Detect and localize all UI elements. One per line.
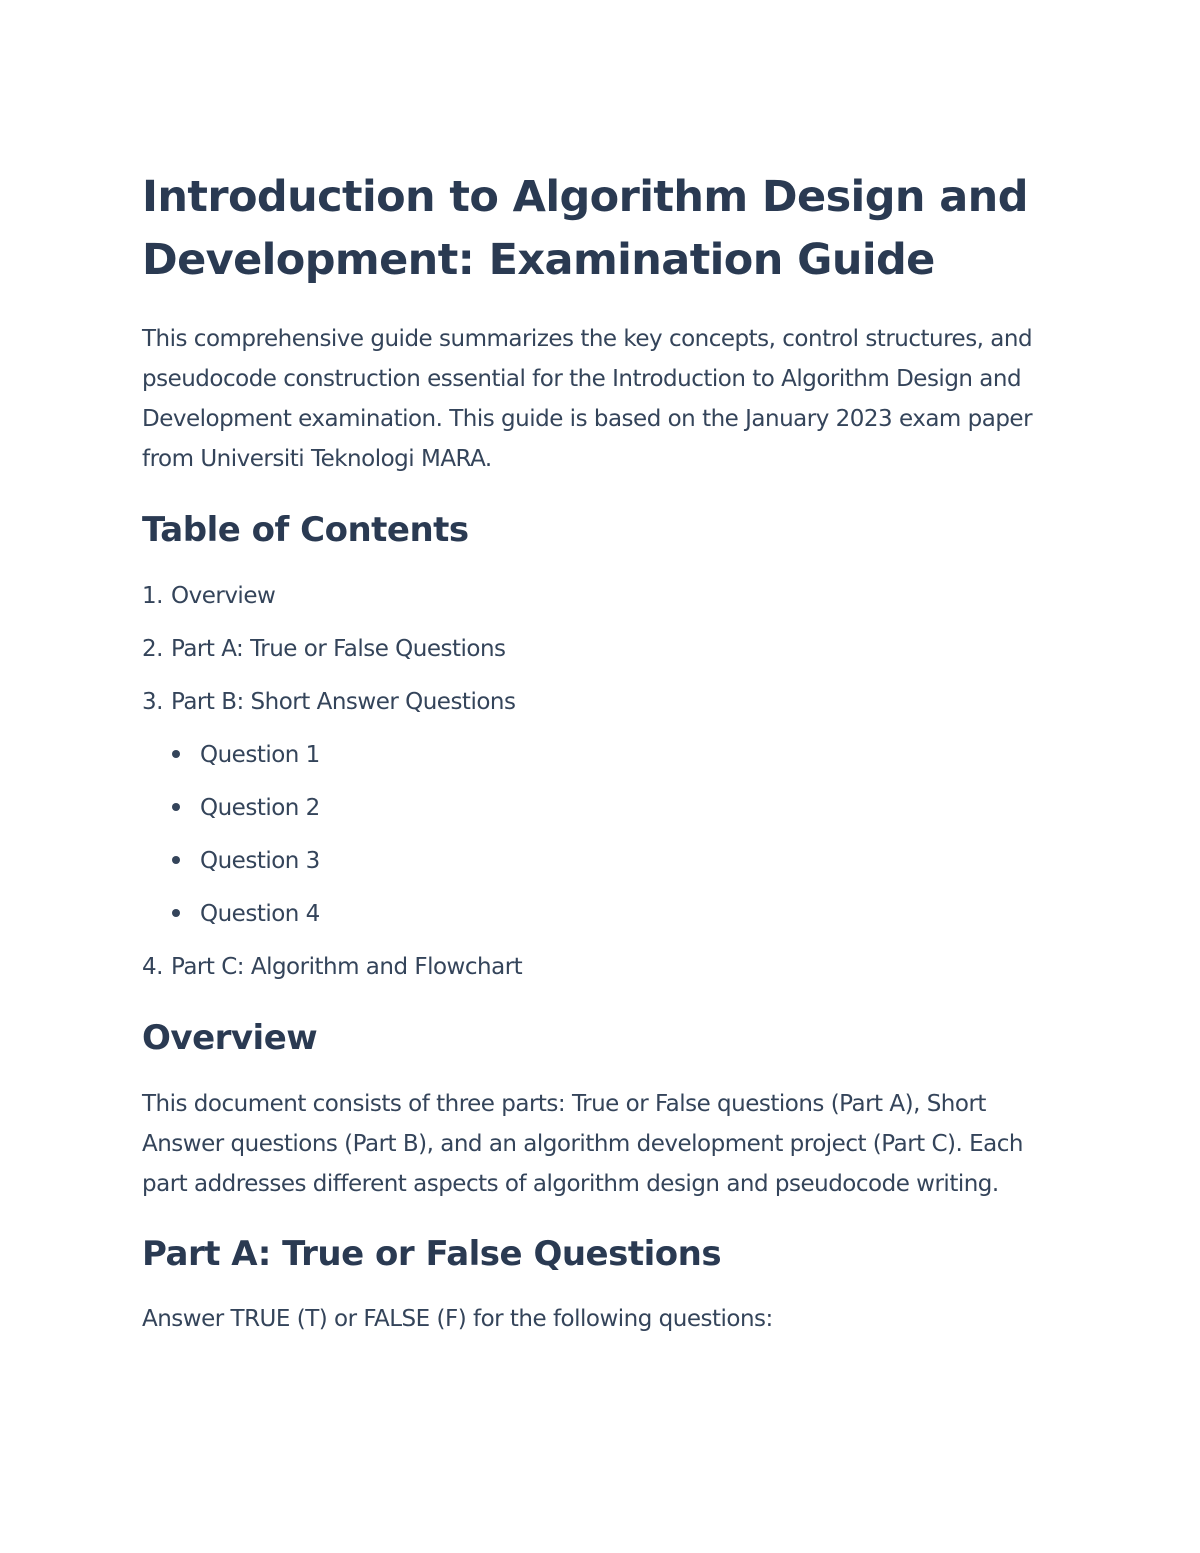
toc-item-label: Part B: Short Answer Questions [171, 689, 516, 715]
toc-subitem-label: Question 1 [200, 742, 320, 768]
toc-item-number: 1. [142, 583, 163, 609]
toc-item-label: Part C: Algorithm and Flowchart [171, 954, 523, 980]
table-of-contents [142, 570, 1062, 994]
toc-item-part-b[interactable] [142, 676, 1062, 729]
toc-item-number: 2. [142, 636, 163, 662]
toc-subitem-question-1[interactable] [142, 729, 1062, 782]
bullet-icon [172, 803, 180, 811]
toc-item-part-c[interactable] [142, 941, 1062, 994]
toc-subitem-question-4[interactable] [142, 888, 1062, 941]
toc-sublist-container [142, 729, 1062, 941]
overview-heading: Overview [142, 1018, 318, 1058]
toc-item-number: 3. [142, 689, 163, 715]
toc-item-part-a[interactable] [142, 623, 1062, 676]
toc-subitem-label: Question 3 [200, 848, 320, 874]
toc-item-label: Overview [171, 583, 276, 609]
overview-paragraph: This document consists of three parts: True or False questions (Part A), Short Answer questions (Part B), and an algorithm development project (Part C). Each part addresses different aspects of algorithm design and pseudocode writing. [142, 1091, 1023, 1197]
intro-paragraph: This comprehensive guide summarizes the key concepts, control structures, and pseudocode construction essential for the Introduction to Algorithm Design and Development examination. This guide is based on the January 2023 exam paper from Universiti Teknologi MARA. [142, 326, 1033, 472]
toc-subitem-question-2[interactable] [142, 782, 1062, 835]
document-page [142, 166, 1062, 1339]
part-a-instructions: Answer TRUE (T) or FALSE (F) for the following questions: [142, 1306, 773, 1332]
page-title: Introduction to Algorithm Design and Development: Examination Guide [142, 172, 1028, 285]
part-a-heading: Part A: True or False Questions [142, 1234, 722, 1274]
toc-item-overview[interactable] [142, 570, 1062, 623]
bullet-icon [172, 856, 180, 864]
toc-heading: Table of Contents [142, 510, 469, 550]
toc-sublist [142, 729, 1062, 941]
toc-subitem-question-3[interactable] [142, 835, 1062, 888]
toc-subitem-label: Question 2 [200, 795, 320, 821]
toc-item-label: Part A: True or False Questions [171, 636, 506, 662]
toc-subitem-label: Question 4 [200, 901, 320, 927]
toc-item-number: 4. [142, 954, 163, 980]
bullet-icon [172, 750, 180, 758]
bullet-icon [172, 909, 180, 917]
